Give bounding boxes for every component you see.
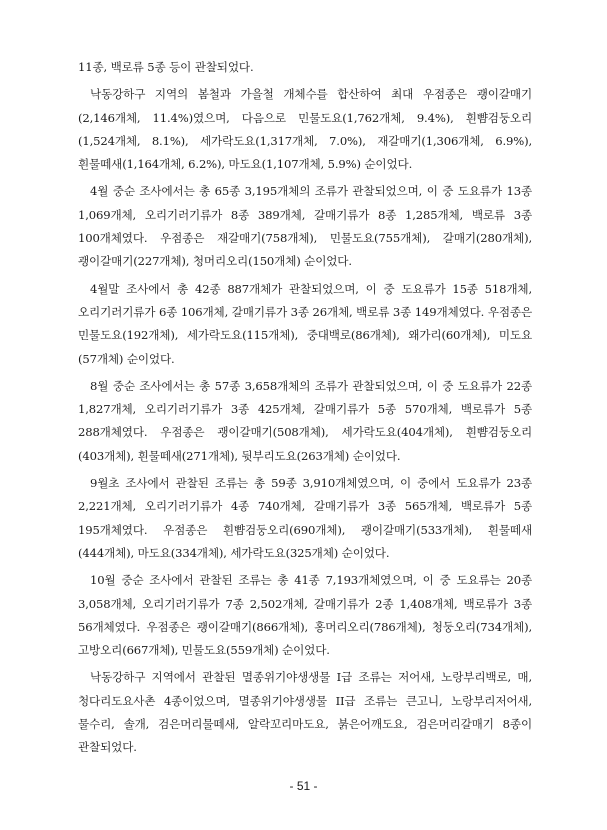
document-page xyxy=(78,56,532,764)
paragraph-late-april-survey: 4월말 조사에서 총 42종 887개체가 관찰되었으며, 이 중 도요류가 15종 518개체, 오리기러기류가 6종 106개체, 갈매기류가 3종 26개체, 백로류 3종 149개체였다. 우점종은 민물도요(192개체), 세가락도요(115개체), 중대백로(86개체), 왜가리(60개체), 미도요(57개체) 순이었다. xyxy=(78,281,532,366)
paragraph-endangered-species: 낙동강하구 지역에서 관찰된 멸종위기야생생물 I급 조류는 저어새, 노랑부리백로, 매, 청다리도요사촌 4종이었으며, 멸종위기야생생물 II급 조류는 큰고니, 노랑부리저어새, 물수리, 솔개, 검은머리물떼새, 알락꼬리마도요, 붉은어깨도요, 검은머리갈매기 8종이 관찰되었다. xyxy=(78,670,532,755)
paragraph-mid-april-survey: 4월 중순 조사에서는 총 65종 3,195개체의 조류가 관찰되었으며, 이 중 도요류가 13종 1,069개체, 오리기러기류가 8종 389개체, 갈매기류가 8종 1,285개체, 백로류 3종 100개체였다. 우점종은 재갈매기(758개체), 민물도요(755개체), 갈매기(280개체), 괭이갈매기(227개체), 청머리오리(150개체) 순이었다. xyxy=(78,184,532,269)
paragraph-dominant-species-summary: 낙동강하구 지역의 봄철과 가을철 개체수를 합산하여 최대 우점종은 괭이갈매기(2,146개체, 11.4%)였으며, 다음으로 민물도요(1,762개체, 9.4%), 흰뺨검둥오리(1,524개체, 8.1%), 세가락도요(1,317개체, 7.0%), 재갈매기(1,306개체, 6.9%), 흰물떼새(1,164개체, 6.2%), 마도요(1,107개체, 5.9%) 순이었다. xyxy=(78,87,532,172)
paragraph-continuation: 11종, 백로류 5종 등이 관찰되었다. xyxy=(78,60,254,74)
page-number: - 51 - xyxy=(289,779,318,793)
paragraph-mid-october-survey: 10월 중순 조사에서 관찰된 조류는 총 41종 7,193개체였으며, 이 중 도요류는 20종 3,058개체, 오리기러기류가 7종 2,502개체, 갈매기류가 2종 1,408개체, 백로류가 3종 56개체였다. 우점종은 괭이갈매기(866개체), 홍머리오리(786개체), 청둥오리(734개체), 고방오리(667개체), 민물도요(559개체) 순이었다. xyxy=(78,573,532,658)
paragraph-early-september-survey: 9월초 조사에서 관찰된 조류는 총 59종 3,910개체였으며, 이 중에서 도요류가 23종 2,221개체, 오리기러기류가 4종 740개체, 갈매기류가 3종 565개체, 백로류가 5종 195개체였다. 우점종은 흰뺨검둥오리(690개체), 괭이갈매기(533개체), 흰물떼새(444개체), 마도요(334개체), 세가락도요(325개체) 순이었다. xyxy=(78,476,532,560)
paragraph-mid-august-survey: 8월 중순 조사에서는 총 57종 3,658개체의 조류가 관찰되었으며, 이 중 도요류가 22종 1,827개체, 오리기러기류가 3종 425개체, 갈매기류가 5종 570개체, 백로류가 5종 288개체였다. 우점종은 괭이갈매기(508개체), 세가락도요(404개체), 흰뺨검둥오리(403개체), 흰물떼새(271개체), 뒷부리도요(263개체) 순이었다. xyxy=(78,378,532,463)
